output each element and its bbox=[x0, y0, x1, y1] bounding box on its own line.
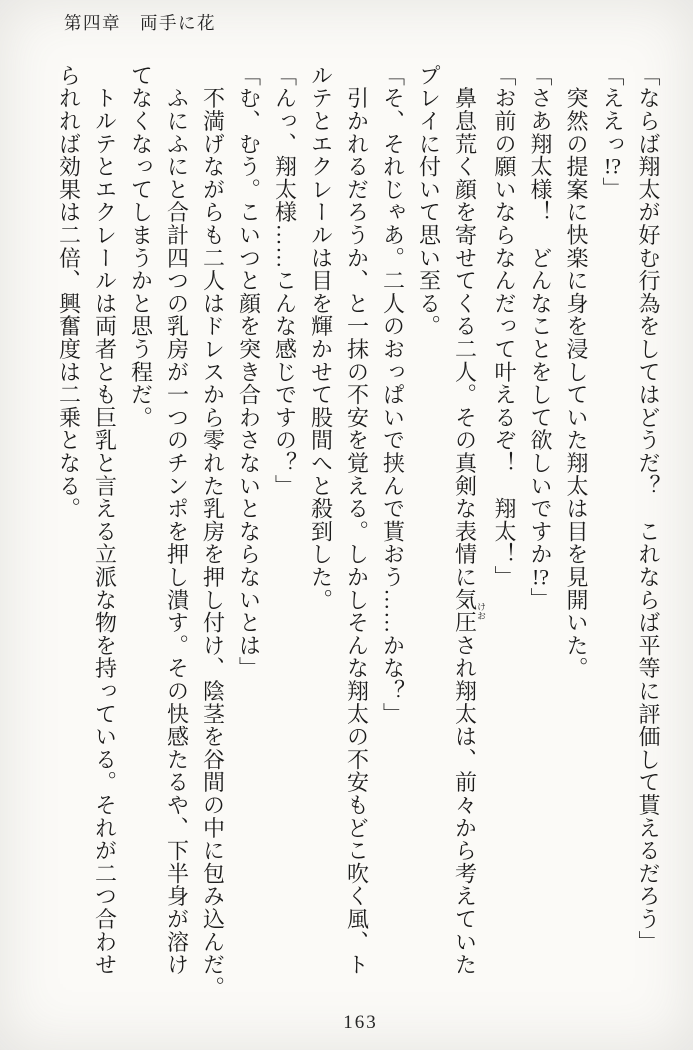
furigana-ruby: 気圧けお bbox=[452, 588, 486, 635]
text-run: ふにふにと合計四つの乳房が一つのチンポを押し潰す。その快感たるや、下半身が溶け bbox=[164, 64, 190, 976]
text-run: 不満げながらも二人はドレスから零れた乳房を押し付け、陰茎を谷間の中に包み込んだ。 bbox=[200, 64, 226, 999]
text-line bbox=[159, 64, 195, 1012]
text-run: 「ならば翔太が好む行為をしてはどうだ？ これならば平等に評価して貰えるだろう」 bbox=[636, 64, 661, 954]
text-run: 「む、むう。こいつと顔を突き合わさないとならないとは」 bbox=[236, 64, 262, 680]
text-run: 突然の提案に快楽に身を浸していた翔太は目を見開いた。 bbox=[564, 64, 589, 680]
chapter-header: 第四章 両手に花 bbox=[64, 13, 216, 33]
text-run: られれば効果は二倍、興奮度は二乗となる。 bbox=[56, 64, 82, 520]
text-line bbox=[375, 64, 411, 1012]
text-run: 「お前の願いならなんだって叶えるぞ！ 翔太！」 bbox=[492, 64, 517, 589]
text-line bbox=[522, 64, 558, 1012]
text-line bbox=[123, 64, 159, 1012]
text-line bbox=[87, 64, 123, 1012]
text-run: 「さあ翔太様！ どんなことをして欲しいですか bbox=[528, 64, 553, 566]
text-run: 」 bbox=[600, 177, 625, 201]
text-run: プレイに付いて思い至る。 bbox=[416, 64, 442, 338]
text-run: ルテとエクレールは目を輝かせて股間へと殺到した。 bbox=[308, 64, 334, 612]
text-run: てなくなってしまうかと思う程だ。 bbox=[128, 64, 154, 429]
text-line bbox=[267, 64, 303, 1012]
tate-chu-yoko: !? bbox=[603, 155, 622, 178]
text-run: トルテとエクレールは両者とも巨乳と言える立派な物を持っている。それが二つ合わせ bbox=[92, 64, 118, 976]
text-line bbox=[51, 64, 87, 1012]
tate-chu-yoko: !? bbox=[531, 565, 550, 588]
text-run: 引かれるだろうか、と一抹の不安を覚える。しかしそんな翔太の不安もどこ吹く風、ト bbox=[344, 64, 370, 976]
text-run: 「そ、それじゃあ。二人のおっぱいで挟んで貰おう……かな？」 bbox=[380, 64, 406, 726]
text-line bbox=[195, 64, 231, 1012]
text-line bbox=[558, 64, 594, 1012]
text-line bbox=[411, 64, 447, 1012]
text-line bbox=[486, 64, 522, 1012]
text-line bbox=[339, 64, 375, 1012]
text-run: 鼻息荒く顔を寄せてくる二人。その真剣な表情に bbox=[452, 64, 478, 589]
text-line bbox=[231, 64, 267, 1012]
text-run: され翔太は、前々から考えていた bbox=[452, 634, 478, 977]
text-line bbox=[594, 64, 630, 1012]
text-run: 「んっ、翔太様……こんな感じですの？」 bbox=[272, 64, 298, 498]
text-line bbox=[447, 64, 487, 1012]
text-run: 「ええっ bbox=[600, 64, 625, 156]
text-line bbox=[630, 64, 666, 1012]
text-run: 」 bbox=[528, 587, 553, 611]
text-block bbox=[51, 64, 667, 1012]
page-number: 163 bbox=[343, 1012, 378, 1033]
text-line bbox=[303, 64, 339, 1012]
